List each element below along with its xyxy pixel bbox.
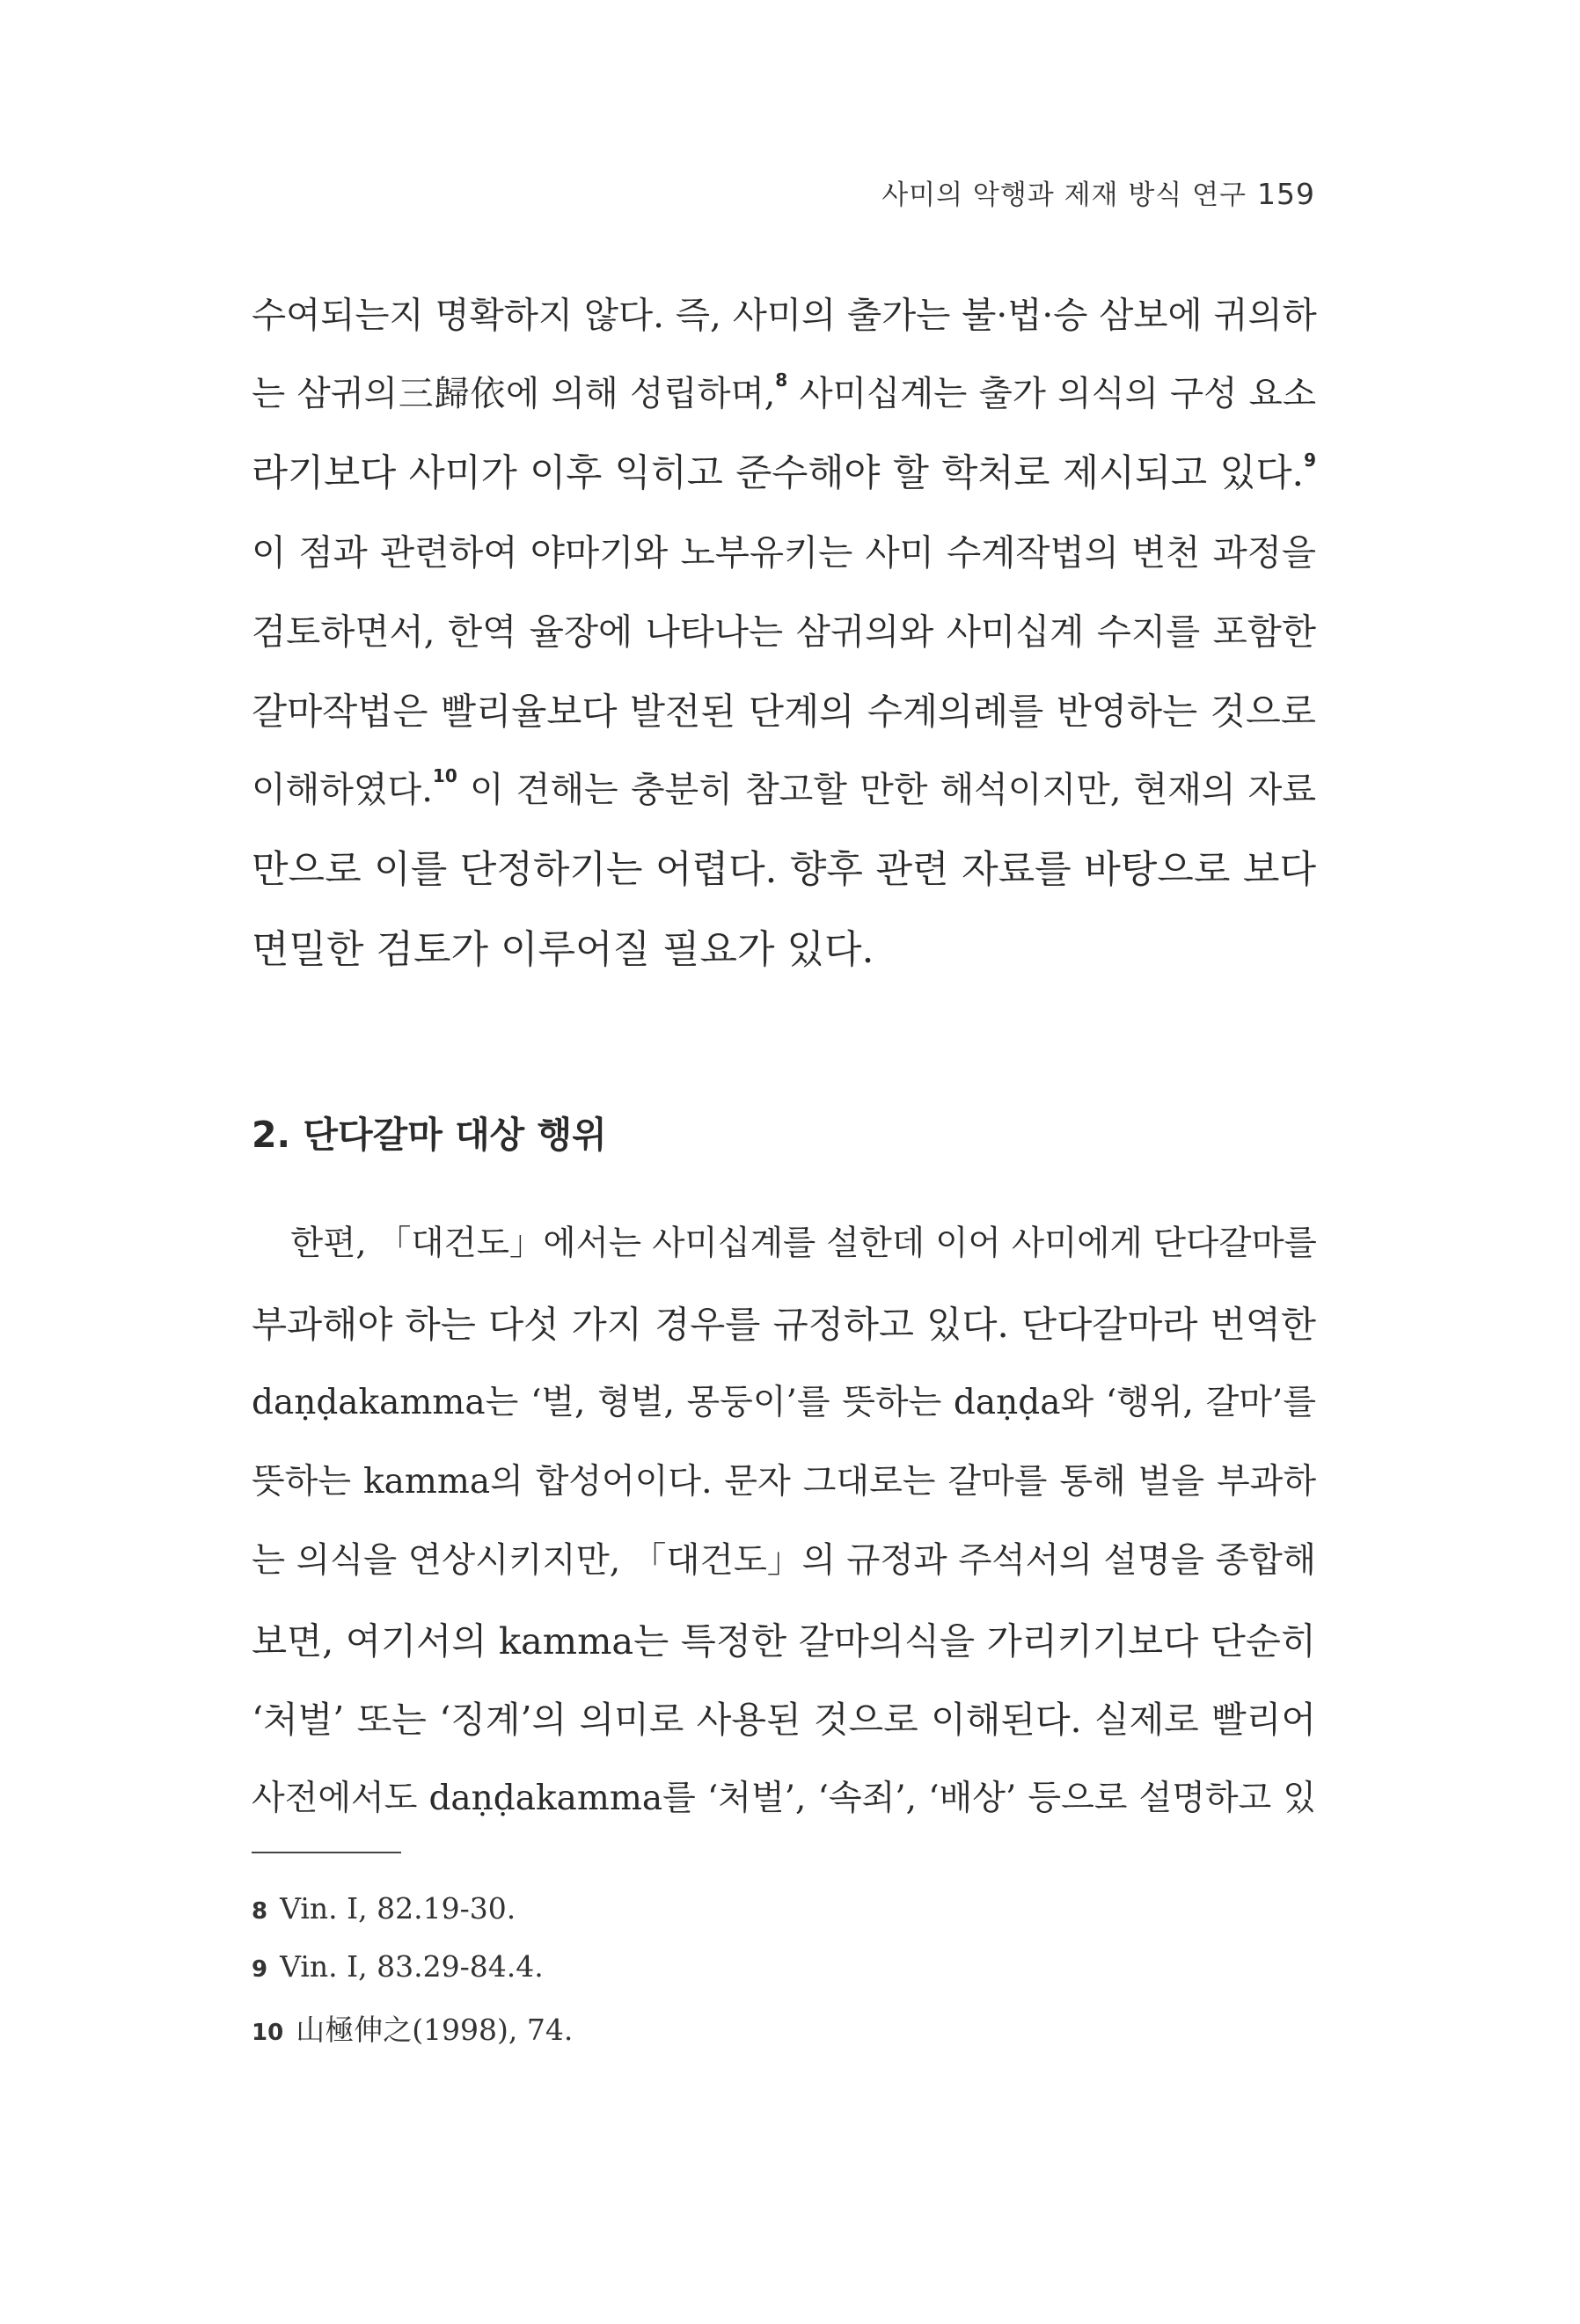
running-title: 사미의 악행과 제재 방식 연구: [881, 179, 1247, 211]
footnote-8: [252, 1891, 516, 1926]
footnote-ref-10[interactable]: 10: [432, 765, 457, 786]
text-line: 면밀한 검토가 이루어질 필요가 있다.: [252, 927, 874, 972]
text-line: 사전에서도 daṇḍakamma를 ‘처벌’, ‘속죄’, ‘배상’ 등으로 설명하고 있: [252, 1779, 1316, 1818]
page-number: 159: [1257, 177, 1315, 211]
section-heading: 2. 단다갈마 대상 행위: [252, 1114, 607, 1156]
text-line: ‘처벌’ 또는 ‘징계’의 의미로 사용된 것으로 이해된다. 실제로 빨리어: [252, 1699, 1316, 1741]
text-line: 라기보다 사미가 이후 익히고 준수해야 할 학처로 제시되고 있다.$^9$: [252, 449, 1316, 495]
footnote-text: Vin. Ⅰ, 82.19-30.: [280, 1891, 516, 1926]
text-line: 한편, 「대건도」에서는 사미십계를 설한데 이어 사미에게 단다갈마를: [290, 1224, 1317, 1263]
footnote-text: 山極伸之(1998), 74.: [296, 2013, 574, 2047]
text-line: 부과해야 하는 다섯 가지 경우를 규정하고 있다. 단다갈마라 번역한: [252, 1303, 1316, 1346]
text-line: 검토하면서, 한역 율장에 나타나는 삼귀의와 사미십계 수지를 포함한: [252, 610, 1316, 653]
text-line: 갈마작법은 빨리율보다 발전된 단계의 수계의례를 반영하는 것으로: [252, 690, 1316, 733]
footnote-number: 10: [252, 2020, 284, 2046]
text-line: 이 점과 관련하여 야마기와 노부유키는 사미 수계작법의 변천 과정을: [252, 531, 1316, 574]
footnote-number: 8: [252, 1898, 268, 1925]
footnote-ref-8[interactable]: 8: [775, 369, 788, 391]
footnote-10: [252, 2007, 573, 2049]
footnote-number: 9: [252, 1956, 268, 1983]
footnote-ref-9[interactable]: 9: [1304, 449, 1316, 471]
footnote-divider: [252, 1852, 401, 1853]
text-line: 이해하였다.$^{10}$ 이 견해는 충분히 참고할 만한 해석이지만, 현재의 자료: [252, 765, 1316, 810]
footnote-text: Vin. Ⅰ, 83.29-84.4.: [280, 1949, 544, 1984]
text-line: daṇḍakamma는 ‘벌, 형벌, 몽둥이’를 뜻하는 daṇḍa와 ‘행위, 갈마’를: [252, 1383, 1316, 1422]
text-line: 만으로 이를 단정하기는 어렵다. 향후 관련 자료를 바탕으로 보다: [252, 848, 1316, 892]
hanja-gloss: 三歸依: [397, 374, 506, 414]
running-header: [881, 172, 1315, 212]
footnote-9: [252, 1949, 544, 1984]
text-line: 수여되는지 명확하지 않다. 즉, 사미의 출가는 불·법·승 삼보에 귀의하: [252, 294, 1317, 336]
text-line: 보면, 여기서의 kamma는 특정한 갈마의식을 가리키기보다 단순히: [252, 1619, 1316, 1663]
text-line: 는 의식을 연상시키지만, 「대건도」의 규정과 주석서의 설명을 종합해: [252, 1540, 1316, 1581]
text-line: 뜻하는 kamma의 합성어이다. 문자 그대로는 갈마를 통해 벌을 부과하: [252, 1462, 1316, 1502]
text-line: 는 삼귀의三歸依에 의해 성립하며,$^8$ 사미십계는 출가 의식의 구성 요소: [252, 369, 1316, 414]
